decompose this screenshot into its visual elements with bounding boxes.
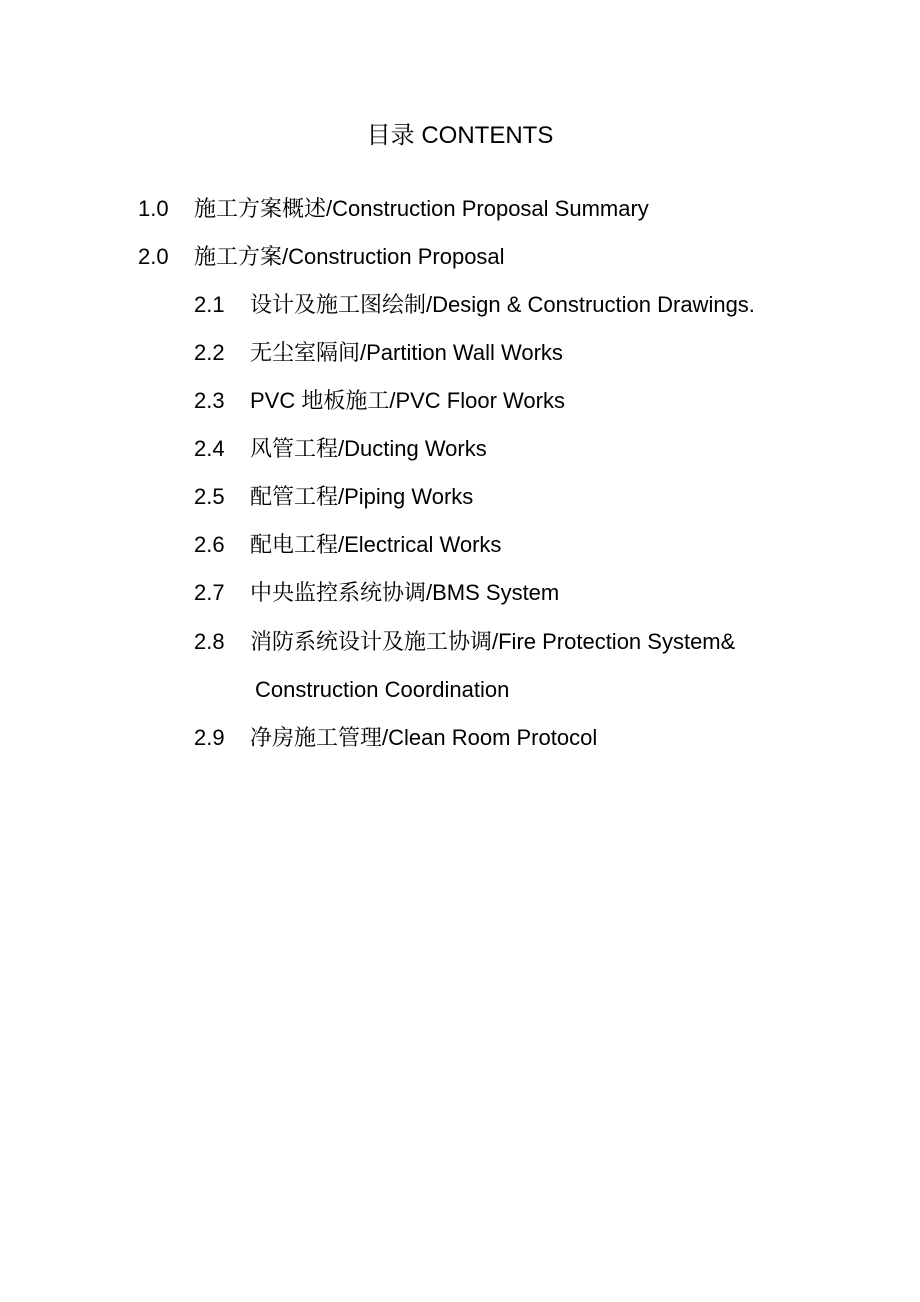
toc-entry-number: 2.8 [194, 629, 225, 654]
toc-entry-number: 2.9 [194, 725, 225, 750]
toc-entry-2-5 [194, 482, 473, 512]
toc-entry-number: 2.2 [194, 340, 225, 365]
page-title: 目录 CONTENTS [366, 122, 554, 149]
toc-entry-2-8 [194, 627, 735, 657]
toc-entry-2-1 [194, 290, 755, 320]
toc-entry-2-7 [194, 578, 559, 608]
toc-entry-number: 1.0 [138, 196, 169, 221]
toc-entry-number: 2.5 [194, 484, 225, 509]
toc-entry-number: 2.6 [194, 532, 225, 557]
toc-entry-2-8-continuation [255, 675, 509, 705]
toc-entry-title: 配电工程/Electrical Works [250, 532, 502, 557]
toc-entry-title: 配管工程/Piping Works [250, 484, 474, 509]
toc-entry-2-3 [194, 386, 565, 416]
toc-entry-1-0 [138, 194, 649, 224]
toc-entry-number: 2.0 [138, 244, 169, 269]
toc-entry-title: PVC 地板施工/PVC Floor Works [250, 388, 565, 413]
toc-entry-title: 无尘室隔间/Partition Wall Works [250, 340, 563, 365]
toc-entry-2-2 [194, 338, 563, 368]
toc-entry-number: 2.3 [194, 388, 225, 413]
toc-entry-title: 消防系统设计及施工协调/Fire Protection System& [250, 629, 736, 654]
toc-entry-title: 施工方案概述/Construction Proposal Summary [194, 196, 649, 221]
toc-entry-title: 施工方案/Construction Proposal [194, 244, 505, 269]
toc-entry-title: 净房施工管理/Clean Room Protocol [250, 725, 598, 750]
toc-entry-title: 风管工程/Ducting Works [250, 436, 487, 461]
toc-entry-2-0 [138, 242, 505, 272]
toc-entry-2-9 [194, 723, 597, 753]
toc-entry-title: 中央监控系统协调/BMS System [250, 580, 560, 605]
toc-entry-2-6 [194, 530, 501, 560]
toc-entry-title: 设计及施工图绘制/Design & Construction Drawings. [250, 292, 755, 317]
toc-entry-number: 2.1 [194, 292, 225, 317]
toc-entry-number: 2.7 [194, 580, 225, 605]
toc-entry-2-4 [194, 434, 487, 464]
toc-entry-title-continuation: Construction Coordination [255, 677, 510, 702]
toc-entry-number: 2.4 [194, 436, 225, 461]
